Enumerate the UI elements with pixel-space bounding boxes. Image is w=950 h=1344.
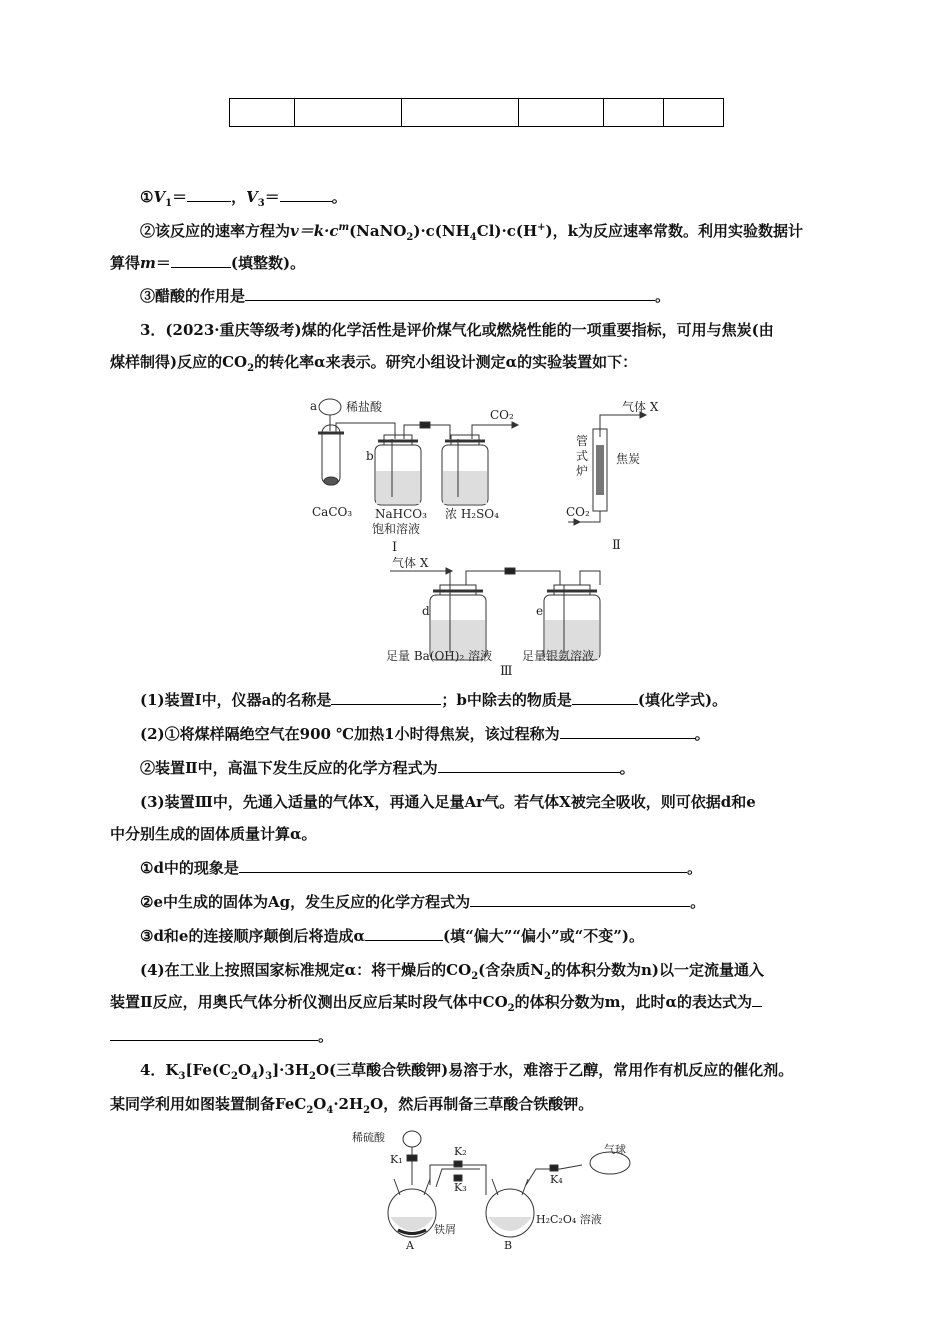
q4-sub: 3	[178, 1071, 186, 1082]
q4-2c: ·2H	[333, 1095, 364, 1113]
period: 。	[655, 287, 671, 305]
q3-part4-line1	[140, 960, 764, 980]
label-co2-out: CO₂	[490, 408, 514, 422]
label-h2c2o4: H₂C₂O₄ 溶液	[536, 1213, 602, 1226]
q3-part4-line2	[110, 992, 762, 1012]
d-phenomenon-blank[interactable]	[239, 858, 687, 873]
label-silver: 足量银氨溶液	[522, 649, 595, 663]
q3-part3-iii	[140, 926, 644, 946]
process-blank[interactable]	[560, 724, 695, 739]
q3-part3-line2	[110, 824, 317, 844]
rate2-m: m	[140, 254, 156, 272]
q4-line1	[140, 1060, 793, 1080]
p2-2a: ②装置Ⅱ中，高温下发生反应的化学方程式为	[140, 759, 438, 777]
label-gasx-in: 气体 X	[392, 556, 429, 570]
caco3-solid-icon	[324, 477, 338, 485]
v-answer-line	[140, 187, 347, 207]
q4-sub: 2	[306, 1105, 314, 1116]
rate-text: ②该反应的速率方程为	[140, 222, 291, 240]
effect-blank[interactable]	[365, 926, 443, 941]
table-cell	[402, 99, 519, 127]
label-baoh: 足量 Ba(OH)₂ 溶液	[386, 649, 493, 663]
k4-valve-icon	[550, 1165, 558, 1171]
rate-b-sub: 2	[406, 232, 414, 243]
rate2-a: 算得	[110, 254, 141, 272]
clamp-icon	[505, 568, 515, 574]
p1c: (填化学式)。	[637, 691, 728, 709]
q4-1f: O(三草酸合铁酸钾)易溶于水，难溶于乙醇，常用作有机反应的催化剂。	[315, 1061, 794, 1079]
label-d: d	[422, 604, 430, 618]
q4-sub: 2	[363, 1105, 371, 1116]
label-k4: K₄	[550, 1173, 563, 1186]
p3-iii-b: (填“偏大”“偏小”或“不变”)。	[443, 927, 644, 945]
q3-intro2-sub: 2	[247, 363, 255, 374]
apparatus-figure-q4	[350, 1125, 650, 1255]
rate2-eq: ＝	[155, 254, 171, 272]
rate2-c: (填整数)。	[230, 254, 306, 272]
period: 。	[331, 188, 347, 206]
rate-d: Cl)·c(H	[476, 222, 538, 240]
q4-1b: [Fe(C	[185, 1061, 231, 1079]
label-b: b	[366, 449, 374, 463]
equation-blank[interactable]	[438, 758, 620, 773]
q4-sub: 4	[251, 1071, 258, 1082]
label-h2so4-dilute: 稀硫酸	[352, 1131, 385, 1144]
rate-c: )·c(NH	[413, 222, 470, 240]
label-tube3: 炉	[576, 464, 589, 478]
rate-formula: v＝k·c	[290, 222, 339, 240]
acetic-line	[140, 286, 670, 306]
period: 。	[690, 893, 706, 911]
p3-ii: ②e中生成的固体为Ag，发生反应的化学方程式为	[140, 893, 471, 911]
p4-1sub2: 2	[543, 971, 551, 982]
q3-part3-line1	[140, 792, 756, 812]
p3-iii-a: ③d和e的连接顺序颠倒后将造成α	[140, 927, 366, 945]
acetic-blank[interactable]	[245, 286, 655, 301]
p4-2b: 的体积分数为m，此时α的表达式为	[514, 993, 753, 1011]
table-row	[230, 99, 724, 127]
label-co2-in: CO₂	[566, 505, 590, 519]
q3-intro-line1	[140, 320, 774, 340]
eq-sign: ＝	[264, 188, 280, 206]
p3-1: (3)装置Ⅲ中，先通入适量的气体X，再通入足量Ar气。若气体X被完全吸收，则可依据d和e	[140, 793, 756, 811]
q4-1e: ]·3H	[272, 1061, 309, 1079]
comma: ，	[231, 188, 247, 206]
p4-1c: 的体积分数为n)以一定流量通入	[550, 961, 764, 979]
label-A: A	[406, 1239, 414, 1252]
label-I: Ⅰ	[392, 540, 398, 555]
v3-sub: 3	[257, 198, 265, 209]
period: 。	[318, 1027, 334, 1045]
table-cell	[519, 99, 604, 127]
q3-part4-line3	[110, 1026, 333, 1046]
clamp-icon	[420, 422, 430, 428]
rate-e: )，k为反应速率常数。利用实验数据计	[545, 222, 804, 240]
q3-intro1: 3．(2023·重庆等级考)煤的化学活性是评价煤气化或燃烧性能的一项重要指标，可用与焦炭(由	[140, 321, 774, 339]
label-gasx-out: 气体 X	[622, 400, 659, 414]
p4-1b: (含杂质N	[478, 961, 544, 979]
p4-2sub: 2	[507, 1003, 515, 1014]
label-a: a	[310, 399, 318, 413]
label-e: e	[536, 604, 544, 618]
v1-blank[interactable]	[187, 187, 231, 202]
period: 。	[694, 725, 710, 743]
label-nahco3: NaHCO₃	[375, 507, 427, 521]
q3-part2-1	[140, 724, 710, 744]
table-cell	[230, 99, 295, 127]
q3-intro2a: 煤样制得)反应的CO	[110, 353, 248, 371]
label-k3: K₃	[454, 1181, 467, 1194]
alpha-blank-start[interactable]	[752, 992, 762, 1007]
label-k2: K₂	[454, 1145, 467, 1158]
rate-c-sub: 4	[469, 232, 477, 243]
label-tube2: 式	[576, 449, 589, 463]
q4-2d: O，然后再制备三草酸合铁酸钾。	[370, 1095, 594, 1113]
q3-part1	[140, 690, 727, 710]
label-tube1: 管	[576, 434, 589, 448]
table-cell	[604, 99, 664, 127]
rate-equation-line1	[140, 221, 803, 241]
table-cell	[295, 99, 402, 127]
p1a: (1)装置Ⅰ中，仪器a的名称是	[140, 691, 332, 709]
funnel-icon	[403, 1131, 421, 1147]
rate-b: (NaNO	[349, 222, 407, 240]
rate-m: m	[338, 222, 350, 233]
q4-1a: 4．K	[140, 1061, 179, 1079]
p1b: ；b中除去的物质是	[441, 691, 572, 709]
q4-2a: 某同学利用如图装置制备FeC	[110, 1095, 307, 1113]
k2-valve-icon	[454, 1161, 462, 1167]
period: 。	[619, 759, 635, 777]
q4-sub: 2	[230, 1071, 238, 1082]
label-k1: K₁	[390, 1153, 403, 1166]
alpha-blank[interactable]	[110, 1026, 318, 1041]
q4-sub: 2	[309, 1071, 316, 1082]
q3-part3-i	[140, 858, 702, 878]
q4-2b: O	[313, 1095, 327, 1113]
m-blank[interactable]	[171, 253, 231, 268]
p4-2a: 装置Ⅱ反应，用奥氏气体分析仪测出反应后某时段气体中CO	[110, 993, 508, 1011]
p4-1a: (4)在工业上按照国家标准规定α：将干燥后的CO	[140, 961, 472, 979]
p3-i: ①d中的现象是	[140, 859, 239, 877]
q3-intro2b: 的转化率α来表示。研究小组设计测定α的实验装置如下：	[254, 353, 638, 371]
label-saturated: 饱和溶液	[372, 522, 421, 536]
q4-line2	[110, 1094, 593, 1114]
q4-1d: )	[257, 1061, 266, 1079]
label-II: Ⅱ	[612, 538, 621, 553]
b-removed-blank[interactable]	[572, 690, 638, 705]
acetic-text: ③醋酸的作用是	[140, 287, 246, 305]
label-h2so4: 浓 H₂SO₄	[445, 507, 499, 521]
p2-1a: (2)①将煤样隔绝空气在900 ℃加热1小时得焦炭，该过程称为	[140, 725, 560, 743]
rate-equation-line2	[110, 253, 305, 273]
label-III: Ⅲ	[500, 664, 513, 675]
v3-var: V	[246, 188, 258, 206]
label-hcl: 稀盐酸	[346, 400, 383, 414]
q4-sub: 4	[326, 1105, 334, 1116]
label-balloon: 气球	[604, 1143, 626, 1156]
e-equation-blank[interactable]	[470, 892, 690, 907]
data-table-fragment	[229, 98, 724, 127]
rate-d-sup: +	[537, 222, 546, 233]
q4-sub: 3	[265, 1071, 273, 1082]
coke-icon	[596, 445, 604, 495]
funnel-a-icon	[319, 399, 341, 415]
label-coke: 焦炭	[616, 452, 641, 466]
label-B: B	[504, 1239, 513, 1252]
instrument-a-blank[interactable]	[331, 690, 441, 705]
p4-1sub: 2	[471, 971, 479, 982]
q3-part3-ii	[140, 892, 705, 912]
q3-intro-line2	[110, 352, 637, 372]
circle-1: ①	[140, 188, 154, 206]
period: 。	[686, 859, 702, 877]
table-cell	[664, 99, 724, 127]
k1-valve-icon	[407, 1155, 417, 1161]
label-iron: 铁屑	[434, 1223, 456, 1236]
eq-sign: ＝	[172, 188, 188, 206]
p3-2: 中分别生成的固体质量计算α。	[110, 825, 317, 843]
v1-sub: 1	[165, 198, 173, 209]
q4-1c: O	[237, 1061, 252, 1079]
v1-var: V	[153, 188, 166, 206]
v3-blank[interactable]	[280, 187, 332, 202]
q3-part2-2	[140, 758, 635, 778]
apparatus-figure-q3	[300, 395, 680, 675]
label-caco3: CaCO₃	[312, 505, 353, 519]
